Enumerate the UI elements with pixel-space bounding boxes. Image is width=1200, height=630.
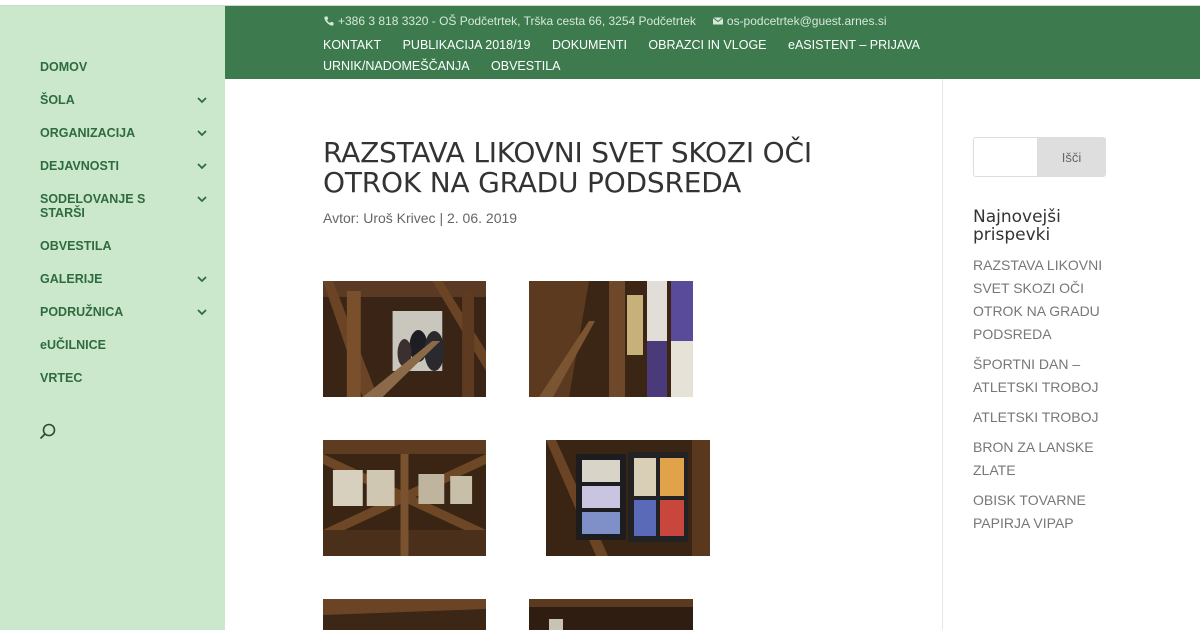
sidebar-item-label: PODRUŽNICA — [40, 305, 124, 319]
chevron-down-icon[interactable] — [197, 305, 207, 319]
search-form — [973, 137, 1106, 177]
contact-bar — [323, 14, 886, 28]
chevron-down-icon[interactable] — [197, 93, 207, 107]
mail-icon — [712, 15, 724, 27]
gallery-image[interactable] — [323, 599, 486, 630]
email-link[interactable]: os-podcetrtek@guest.arnes.si — [726, 14, 887, 28]
post-meta — [323, 210, 517, 226]
author-prefix: Avtor: — [323, 210, 360, 226]
sidebar — [0, 6, 225, 630]
recent-post-link[interactable]: RAZSTAVA LIKOVNI SVET SKOZI OČI OTROK NA GRADU PODSREDA — [973, 257, 1103, 342]
top-header — [225, 6, 1200, 79]
contact-text: +386 3 818 3320 - OŠ Podčetrtek, Trška cesta 66, 3254 Podčetrtek — [338, 14, 696, 28]
recent-post-link[interactable]: OBISK TOVARNE PAPIRJA VIPAP — [973, 492, 1086, 531]
sidebar-item-sodelovanje[interactable] — [40, 192, 210, 239]
content-divider — [942, 79, 943, 630]
sidebar-item-obvestila[interactable] — [40, 239, 210, 272]
sidebar-item-label: DEJAVNOSTI — [40, 159, 119, 173]
top-nav-easistent[interactable]: eASISTENT – PRIJAVA — [788, 38, 920, 52]
sidebar-item-domov[interactable] — [40, 60, 210, 93]
gallery-image[interactable] — [323, 440, 486, 556]
sidebar-item-organizacija[interactable] — [40, 126, 210, 159]
top-nav-kontakt[interactable]: KONTAKT — [323, 38, 382, 52]
sidebar-item-label: DOMOV — [40, 60, 88, 74]
sidebar-item-label: VRTEC — [40, 371, 83, 385]
chevron-down-icon[interactable] — [197, 192, 207, 206]
recent-post-link[interactable]: ATLETSKI TROBOJ — [973, 409, 1099, 425]
search-button[interactable]: Išči — [1037, 137, 1106, 177]
sidebar-item-vrtec[interactable] — [40, 371, 210, 404]
search-icon[interactable] — [38, 422, 58, 442]
chevron-down-icon[interactable] — [197, 159, 207, 173]
sidebar-item-label: ORGANIZACIJA — [40, 126, 136, 140]
sidebar-item-eucilnice[interactable] — [40, 338, 210, 371]
sidebar-item-podruznica[interactable] — [40, 305, 210, 338]
sidebar-item-label: GALERIJE — [40, 272, 103, 286]
search-input[interactable] — [973, 137, 1037, 177]
recent-post-link[interactable]: ŠPORTNI DAN – ATLETSKI TROBOJ — [973, 356, 1099, 395]
post-title: RAZSTAVA LIKOVNI SVET SKOZI OČI OTROK NA GRADU PODSREDA — [323, 136, 812, 199]
post-date: 2. 06. 2019 — [446, 210, 518, 226]
recent-post-link[interactable]: BRON ZA LANSKE ZLATE — [973, 439, 1094, 478]
phone-icon — [323, 15, 335, 27]
top-nav-obvestila[interactable]: OBVESTILA — [491, 59, 561, 73]
recent-posts-title: Najnovejši prispevki — [973, 207, 1061, 245]
top-nav-obrazci[interactable]: OBRAZCI IN VLOGE — [648, 38, 767, 52]
top-nav-publikacija[interactable]: PUBLIKACIJA 2018/19 — [402, 38, 531, 52]
sidebar-item-sola[interactable] — [40, 93, 210, 126]
sidebar-item-label: OBVESTILA — [40, 239, 112, 253]
top-nav — [323, 35, 1083, 77]
meta-separator: | — [439, 210, 444, 226]
sidebar-nav — [40, 60, 210, 404]
gallery-image[interactable] — [529, 599, 693, 630]
sidebar-item-label: ŠOLA — [40, 93, 75, 107]
sidebar-item-label: eUČILNICE — [40, 338, 106, 352]
gallery-image[interactable] — [546, 440, 710, 556]
top-nav-urnik[interactable]: URNIK/NADOMEŠČANJA — [323, 59, 470, 73]
gallery-image[interactable] — [529, 281, 693, 397]
sidebar-item-dejavnosti[interactable] — [40, 159, 210, 192]
top-nav-dokumenti[interactable]: DOKUMENTI — [551, 38, 627, 52]
chevron-down-icon[interactable] — [197, 272, 207, 286]
sidebar-item-galerije[interactable] — [40, 272, 210, 305]
chevron-down-icon[interactable] — [197, 126, 207, 140]
author-link[interactable]: Uroš Krivec — [363, 210, 436, 226]
recent-posts-list — [973, 254, 1108, 542]
sidebar-item-label: SODELOVANJE S STARŠI — [40, 192, 146, 220]
gallery-image[interactable] — [323, 281, 486, 397]
